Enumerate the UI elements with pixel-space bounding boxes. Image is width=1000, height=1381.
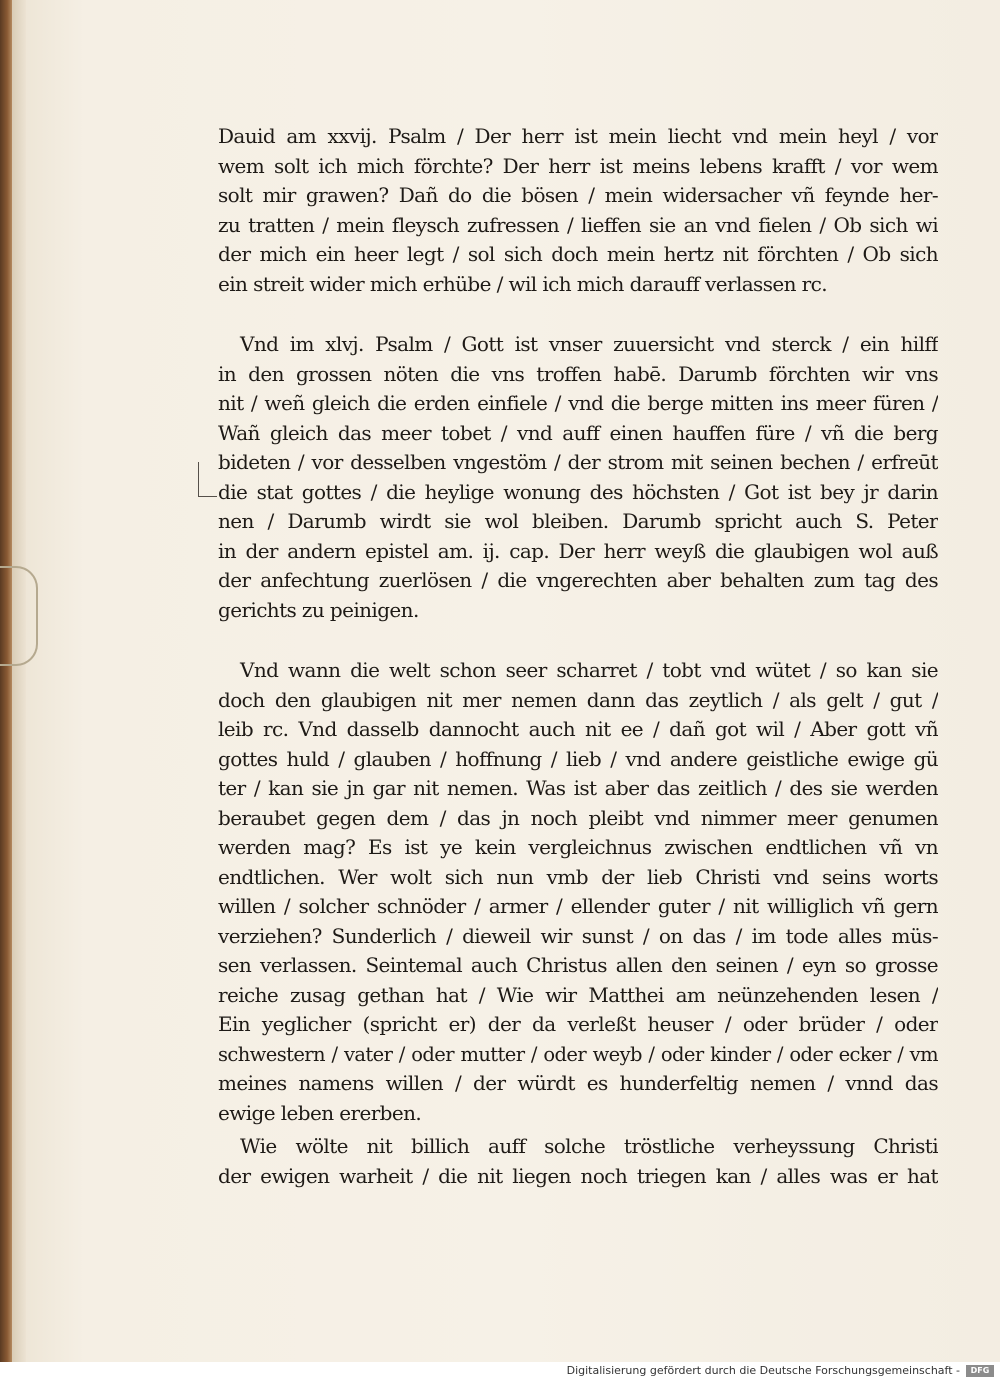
text-line: Dauid am xxvij. Psalm / Der herr ist mein liecht vnd mein heyl / vor xyxy=(218,124,938,148)
text-line: die stat gottes / die heylige wonung des höchsten / Got ist bey jr darin xyxy=(218,479,938,504)
paragraph-4 xyxy=(218,1132,938,1191)
text-line: leib rc. Vnd dasselb dannocht auch nit ee / dañ got wil / Aber gott vñ xyxy=(218,717,938,741)
text-line: der ewigen warheit / die nit liegen noch triegen kan / alles was er hat xyxy=(218,1163,938,1188)
text-line: Wañ gleich das meer tobet / vnd auff einen hauffen füre / vñ die berg xyxy=(218,420,938,445)
text-line: endtlichen. Wer wolt sich nun vmb der lieb Christi vnd seins worts xyxy=(218,864,938,889)
text-line: doch den glaubigen nit mer nemen dann das zeytlich / als gelt / gut / xyxy=(218,687,938,712)
text-line: nen / Darumb wirdt sie wol bleiben. Darumb spricht auch S. Peter xyxy=(218,509,938,533)
text-line: solt mir grawen? Dañ do die bösen / mein widersacher vñ feynde her- xyxy=(218,183,938,207)
margin-mark xyxy=(198,462,217,497)
text-line: ewige leben ererben. xyxy=(218,1100,422,1125)
paragraph-2 xyxy=(218,330,938,625)
text-line: verziehen? Sunderlich / dieweil wir sunst / on das / im tode alles müs- xyxy=(218,923,938,948)
book-spine xyxy=(0,0,12,1362)
text-line: nit / weñ gleich die erden einfiele / vnd die berge mitten ins meer füren / xyxy=(218,391,938,415)
body-text xyxy=(218,122,938,1191)
text-line: Ein yeglicher (spricht er) der da verleßt heuser / oder brüder / oder xyxy=(218,1012,938,1036)
text-line: Vnd wann die welt schon seer scharret / tobt vnd wütet / so kan sie xyxy=(240,658,938,682)
text-line: werden mag? Es ist ye kein vergleichnus zwischen endtlichen vñ vn xyxy=(218,835,938,859)
text-line: meines namens willen / der würdt es hunderfeltig nemen / vnnd das xyxy=(218,1071,938,1095)
text-line: beraubet gegen dem / das jn noch pleibt vnd nimmer meer genumen xyxy=(218,805,938,830)
page-clip xyxy=(0,566,38,666)
text-line: ein streit wider mich erhübe / wil ich mich darauff verlassen rc. xyxy=(218,271,827,296)
paragraph-1 xyxy=(218,122,938,299)
page-edges xyxy=(12,0,27,1362)
text-line: ter / kan sie jn gar nit nemen. Was ist aber das zeitlich / des sie werden xyxy=(218,776,938,800)
text-line: in der andern epistel am. ij. cap. Der herr weyß die glaubigen wol auß xyxy=(218,538,938,563)
text-line: der mich ein heer legt / sol sich doch mein hertz nit förchten / Ob sich xyxy=(218,242,938,266)
text-line: schwestern / vater / oder mutter / oder weyb / oder kinder / oder ecker / vm xyxy=(218,1042,938,1066)
text-line: sen verlassen. Seintemal auch Christus allen den seinen / eyn so grosse xyxy=(218,953,938,977)
text-line: Wie wölte nit billich auff solche tröstliche verheyssung Christi xyxy=(240,1134,938,1158)
paragraph-3 xyxy=(218,656,938,1128)
text-line: in den grossen nöten die vns troffen habē. Darumb förchten wir vns xyxy=(218,361,938,386)
text-line: der anfechtung zuerlösen / die vngerechten aber behalten zum tag des xyxy=(218,568,938,592)
text-line: reiche zusag gethan hat / Wie wir Matthei am neünzehenden lesen / xyxy=(218,982,938,1007)
funding-credit: Digitalisierung gefördert durch die Deutsche Forschungsgemeinschaft - xyxy=(566,1364,960,1377)
text-line: gottes huld / glauben / hoffnung / lieb / vnd andere geistliche ewige gü xyxy=(218,746,938,771)
text-line: zu tratten / mein fleysch zufressen / lieffen sie an vnd fielen / Ob sich wi xyxy=(218,212,938,237)
text-line: bideten / vor desselben vngestöm / der strom mit seinen bechen / erfreūt xyxy=(218,450,938,474)
text-line: Vnd im xlvj. Psalm / Gott ist vnser zuuersicht vnd sterck / ein hilff xyxy=(240,332,938,356)
text-line: willen / solcher schnöder / armer / ellender guter / nit williglich vñ gern xyxy=(218,894,938,918)
text-line: wem solt ich mich förchte? Der herr ist meins lebens krafft / vor wem xyxy=(218,153,938,178)
text-line: gerichts zu peinigen. xyxy=(218,597,419,622)
dfg-logo: DFG xyxy=(966,1365,994,1377)
